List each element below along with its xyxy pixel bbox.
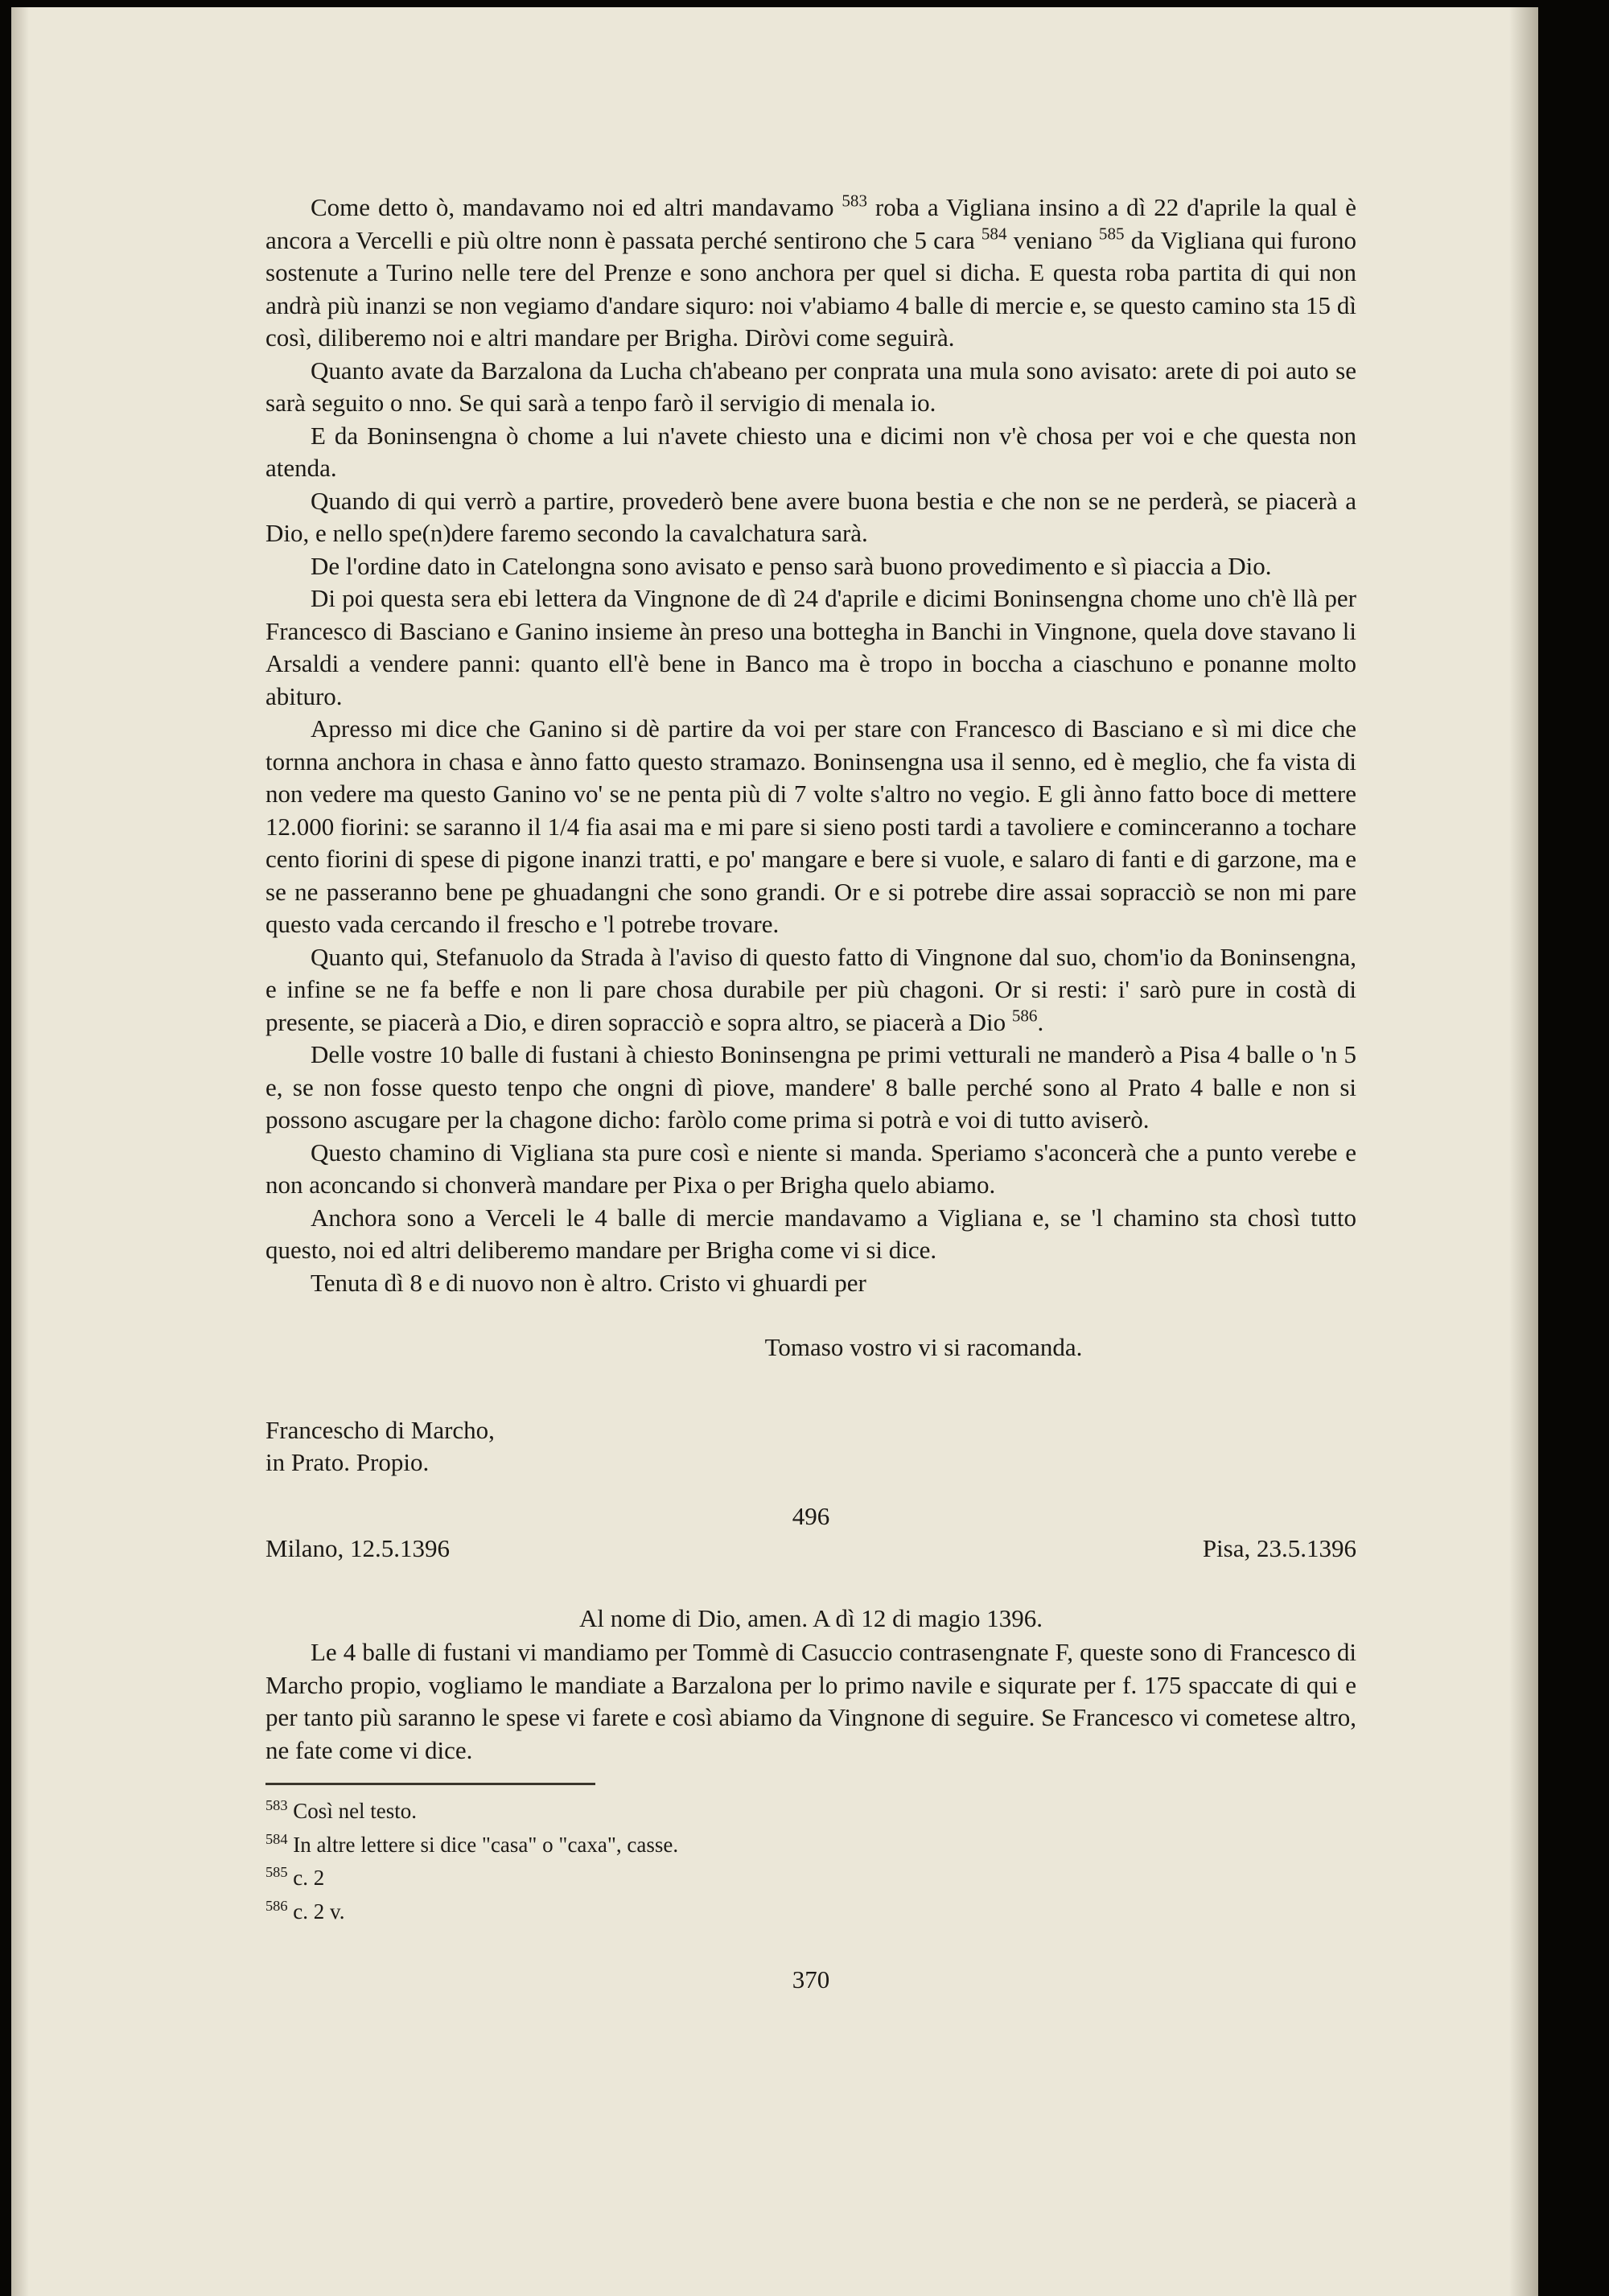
text-column: [265, 7, 1356, 1997]
footnote-number: 583: [265, 1797, 288, 1813]
paragraph: Anchora sono a Verceli le 4 balle di mercie mandavamo a Vigliana e, se 'l chamino sta chosì tutto questo, noi ed altri deliberemo mandare per Brigha come vi si dice.: [265, 1203, 1356, 1264]
letter1-body: [265, 191, 1356, 1299]
sender-name: Francescho di Marcho,: [265, 1415, 495, 1444]
paragraph: Questo chamino di Vigliana sta pure così e niente si manda. Speriamo s'aconcerà che a punto verebe e non aconcando si chonverà mandare per Pixa o per Brigha quelo abiamo.: [265, 1138, 1356, 1199]
paragraph: Le 4 balle di fustani vi mandiamo per Tommè di Casuccio contrasengnate F, queste sono di Francesco di Marcho propio, vogliamo le mandiate a Barzalona per lo primo navile e siqurate per f. 175 spaccate di qui e per tanto più saranno le spese vi farete e così abiamo da Vingnone di seguire. Se Francesco vi cometese altro, ne fate come vi dice.: [265, 1638, 1356, 1764]
document-number: 496: [792, 1501, 830, 1530]
footnote: $^{584}$ In altre lettere si dice "casa" o "caxa", casse.: [265, 1830, 679, 1857]
paragraph: Tenuta dì 8 e di nuovo non è altro. Cristo vi ghuardi per: [311, 1268, 866, 1297]
footnote-number: 584: [265, 1830, 288, 1847]
paragraph: Delle vostre 10 balle di fustani à chiesto Boninsengna pe primi vetturali ne manderò a Pisa 4 balle o 'n 5 e, se non fosse questo tenpo che ongni dì piove, mandere' 8 balle perché sono al Prato 4 balle e non si possono ascugare per la chagone dicho: faròlo come prima si potrà e voi di tutto aviserò.: [265, 1040, 1356, 1134]
sender-block: [265, 1414, 1356, 1479]
footnotes-section: [265, 1783, 1356, 1928]
footnote-reference: 584: [981, 224, 1007, 244]
book-page: [11, 7, 1538, 2296]
footnote: $^{583}$ Così nel testo.: [265, 1797, 418, 1823]
sender-place: in Prato. Propio.: [265, 1448, 430, 1476]
paragraph: De l'ordine dato in Catelongna sono avisato e penso sarà buono provedimento e sì piaccia a Dio.: [311, 551, 1272, 580]
paragraph: Apresso mi dice che Ganino si dè partire da voi per stare con Francesco di Basciano e sì mi dice che tornna anchora in chasa e ànno fatto questo stramazo. Boninsengna usa il senno, ed è meglio, che fa vista di non vedere ma questo Ganino vo' se ne penta più di 7 volte s'altro no vegio. E gli ànno fatto boce di mettere 12.000 fiorini: se saranno il 1/4 fia asai ma e mi pare si sieno posti tardi a tavoliere e cominceranno a tochare cento fiorini di spese di pigone inanzi tratti, e po' mangare e bere si vuole, e salaro di fanti e di garzone, ma e se ne passeranno bene pe ghuadangni che sono grandi. Or e si potrebe dire assai sopracciò se non mi pare questo vada cercando il frescho e 'l potrebe trovare.: [265, 714, 1356, 938]
footnote: $^{585}$ c. 2: [265, 1864, 325, 1890]
page-number: 370: [792, 1965, 830, 1994]
letter2-body: [265, 1636, 1356, 1767]
paragraph: Quanto avate da Barzalona da Lucha ch'abeano per conprata una mula sono avisato: arete di poi auto se sarà seguito o nno. Se qui sarà a tenpo farò il servigio di menala io.: [265, 356, 1356, 417]
dateline-origin: Milano, 12.5.1396: [265, 1534, 451, 1562]
footnote-list: [265, 1795, 1356, 1928]
paragraph: Di poi questa sera ebi lettera da Vingnone de dì 24 d'aprile e dicimi Boninsengna chome uno ch'è llà per Francesco di Basciano e Ganino insieme àn preso una bottegha in Banchi in Vingnone, quela dove stavano li Arsaldi a vendere panni: quanto ell'è bene in Banco ma è tropo in boccha a ciaschuno e ponanne molto abituro.: [265, 584, 1356, 710]
footnote-divider: [265, 1783, 595, 1785]
paragraph: E da Boninsengna ò chome a lui n'avete chiesto una e dicimi non v'è chosa per voi e che questa non atenda.: [265, 421, 1356, 482]
dateline-destination: Pisa, 23.5.1396: [1202, 1534, 1356, 1562]
paragraph: Come detto ò, mandavamo noi ed altri mandavamo $^{583}$ roba a Vigliana insino a dì 22 d'aprile la qual è ancora a Vercelli e più oltre nonn è passata perché sentirono che 5 cara $^{584}$ veniano $^{585}$ da Vigliana qui furono sostenute a Turino nelle tere del Prenze e sono anchora per quel si dicha. E questa roba partita di qui non andrà più inanzi se non vegiamo d'andare siquro: noi v'abiamo 4 balle di mercie e, se questo camino sta 15 dì così, diliberemo noi e altri mandare per Brigha. Diròvi come seguirà.: [265, 191, 1356, 352]
footnote-reference: 586: [1011, 1006, 1038, 1026]
footnote-number: 586: [265, 1897, 288, 1914]
letter-closing: Tomaso vostro vi si racomanda.: [764, 1333, 1083, 1361]
salutation: Al nome di Dio, amen. A dì 12 di magio 1396.: [578, 1603, 1043, 1632]
footnote-reference: 585: [1098, 224, 1125, 244]
paragraph: Quando di qui verrò a partire, provederò bene avere buona bestia e che non se ne perderà, se piacerà a Dio, e nello spe(n)dere faremo secondo la cavalchatura sarà.: [265, 486, 1356, 547]
dateline: [265, 1533, 1356, 1566]
paragraph: Quanto qui, Stefanuolo da Strada à l'aviso di questo fatto di Vingnone dal suo, chom'io da Boninsengna, e infine se ne fa beffe e non li pare chosa durabile per più chagoni. Or si resti: i' sarò pure in costà di presente, se piacerà a Dio, e diren sopracciò e sopra altro, se piacerà a Dio $^{586}$.: [265, 942, 1356, 1036]
footnote-reference: 583: [842, 191, 867, 211]
footnote-number: 585: [265, 1864, 288, 1880]
footnote: $^{586}$ c. 2 v.: [265, 1897, 345, 1924]
